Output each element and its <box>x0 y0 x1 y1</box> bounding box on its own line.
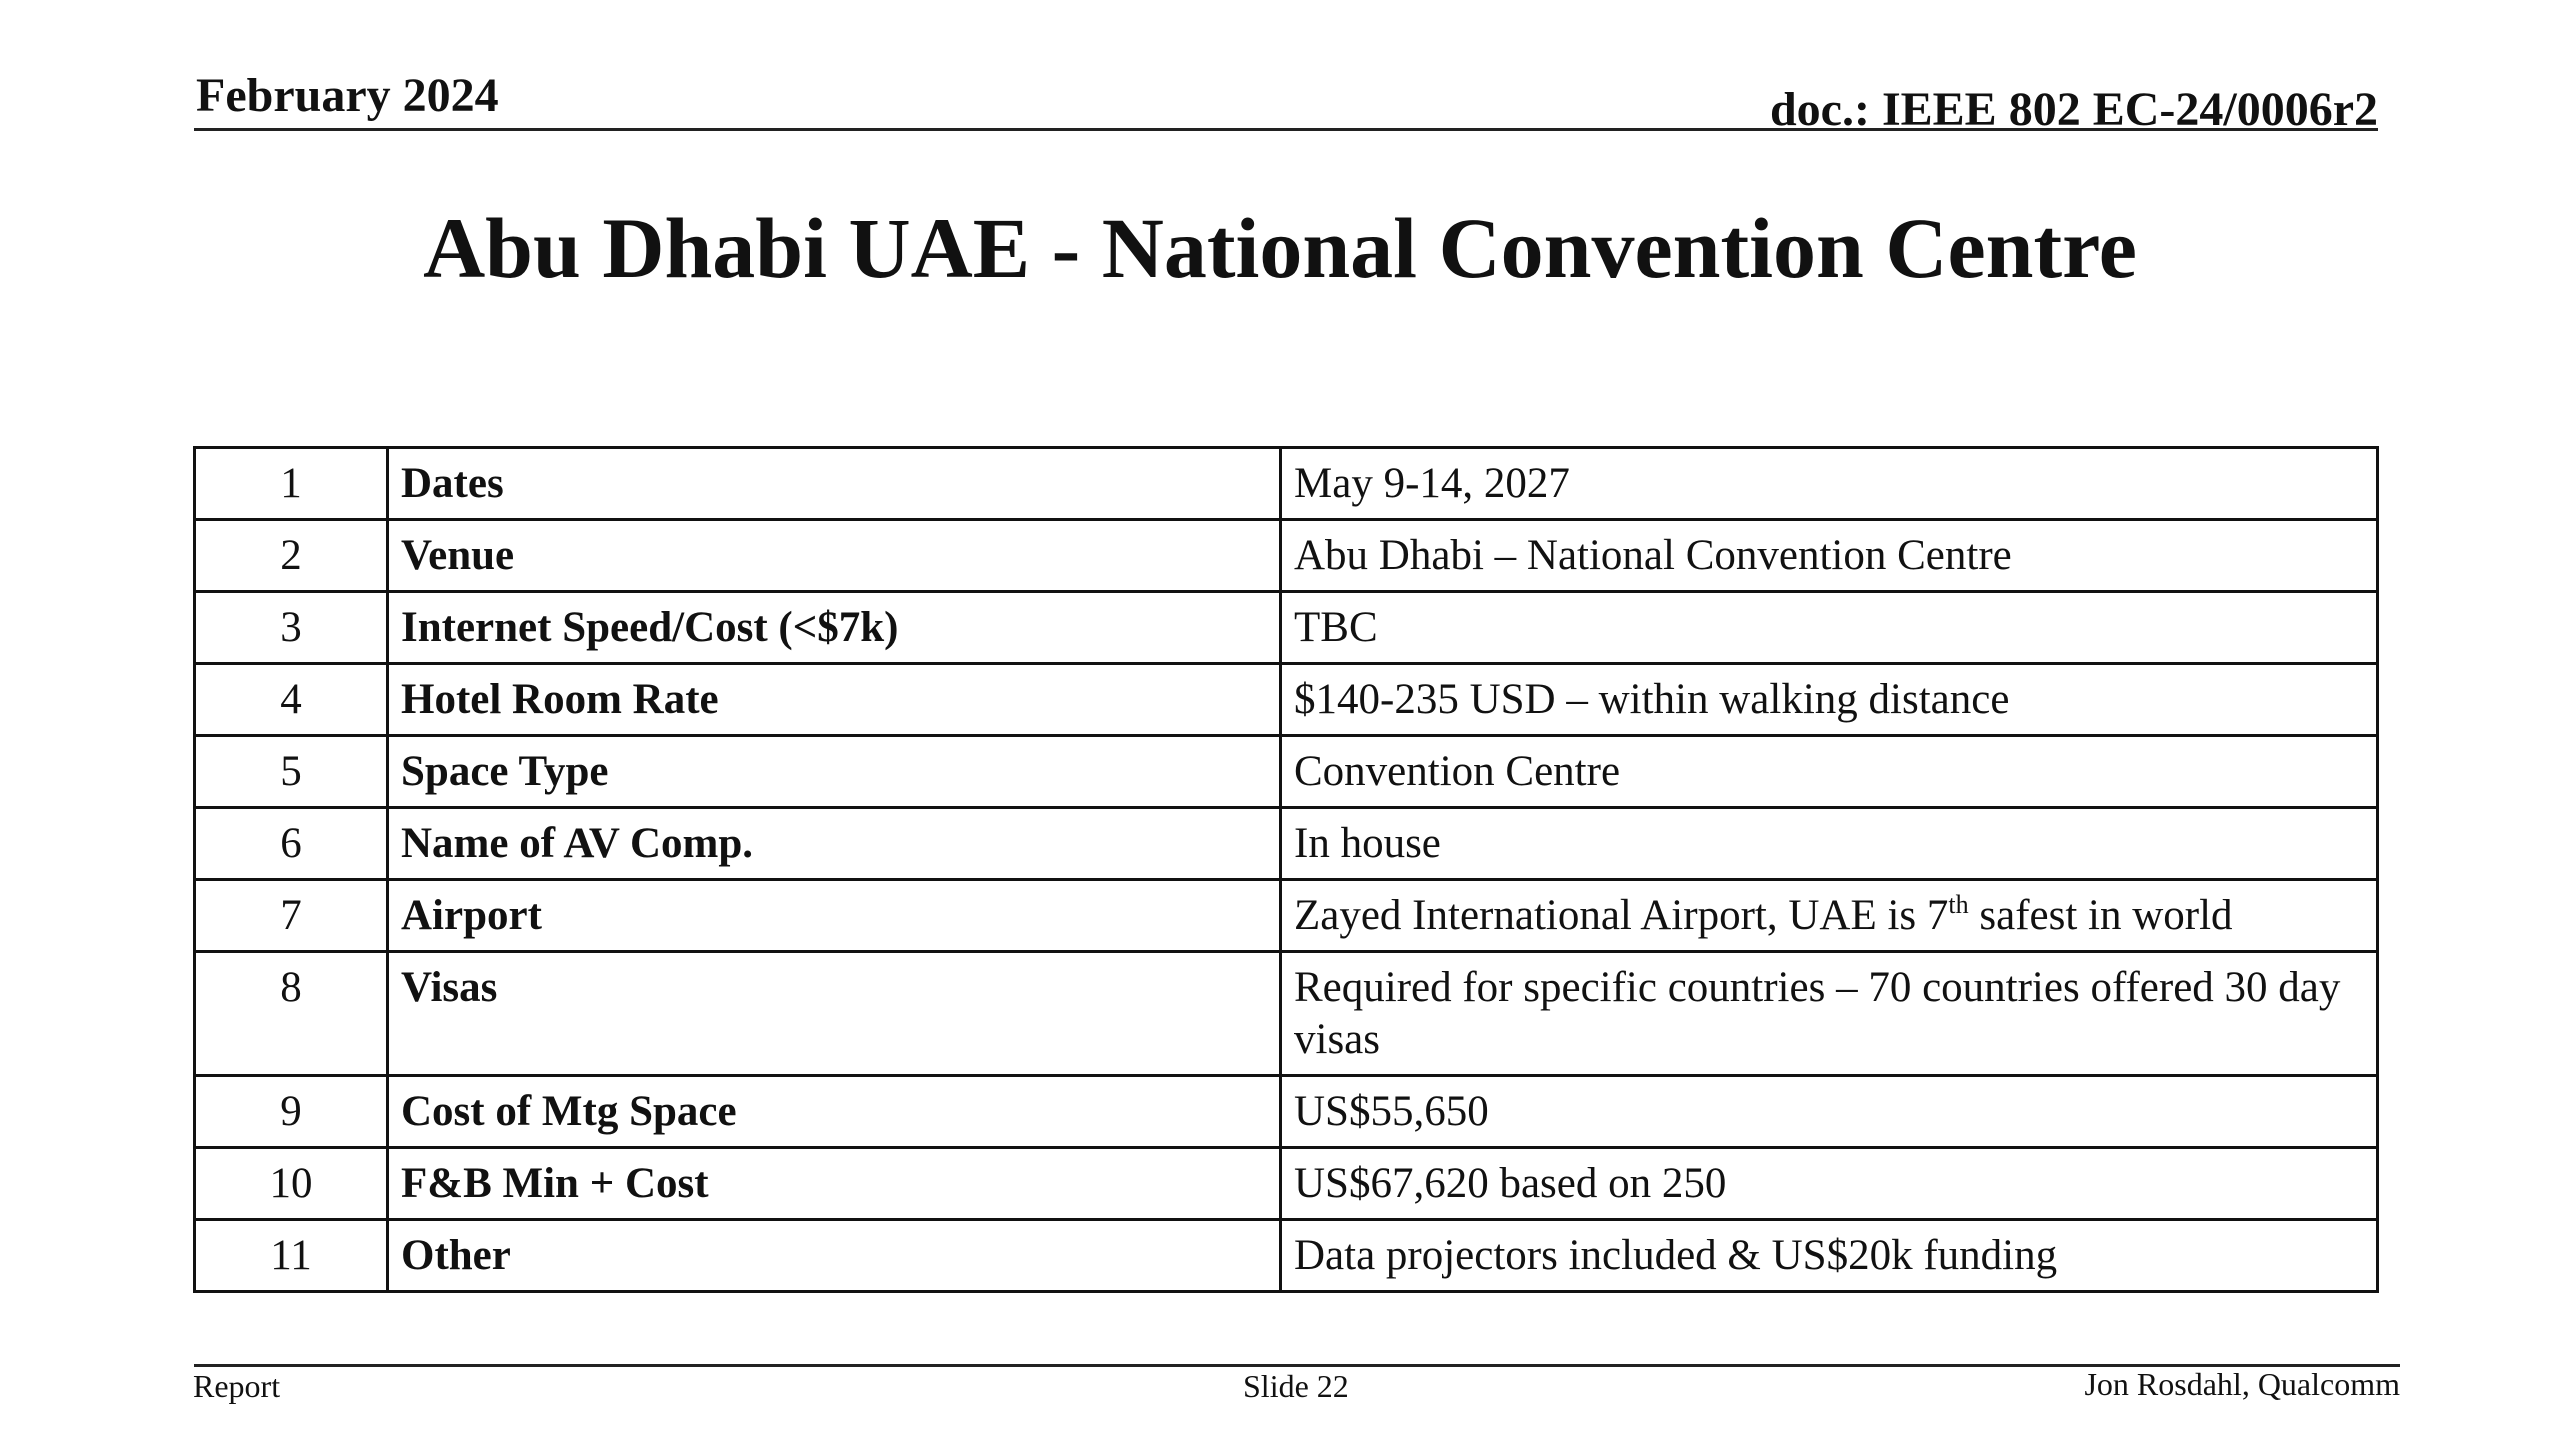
row-label: Dates <box>388 448 1281 520</box>
table-row <box>195 448 2378 520</box>
row-number: 2 <box>195 520 388 592</box>
ordinal-suffix: th <box>1948 890 1969 919</box>
row-label: Airport <box>388 880 1281 952</box>
row-value: $140-235 USD – within walking distance <box>1281 664 2378 736</box>
row-value: In house <box>1281 808 2378 880</box>
row-value: Data projectors included & US$20k funding <box>1281 1220 2378 1292</box>
row-label: F&B Min + Cost <box>388 1148 1281 1220</box>
row-value-text: Zayed International Airport, UAE is 7 <box>1294 892 1949 939</box>
slide-title: Abu Dhabi UAE - National Convention Centre <box>423 200 2137 296</box>
row-value: May 9-14, 2027 <box>1281 448 2378 520</box>
row-label: Internet Speed/Cost (<$7k) <box>388 592 1281 664</box>
row-value <box>1281 880 2378 952</box>
row-value: US$67,620 based on 250 <box>1281 1148 2378 1220</box>
row-label: Name of AV Comp. <box>388 808 1281 880</box>
row-number: 11 <box>195 1220 388 1292</box>
table-row <box>195 736 2378 808</box>
table-row <box>195 664 2378 736</box>
row-number: 9 <box>195 1076 388 1148</box>
row-number: 10 <box>195 1148 388 1220</box>
row-label: Visas <box>388 952 1281 1076</box>
row-label: Venue <box>388 520 1281 592</box>
table-row <box>195 1076 2378 1148</box>
table-row <box>195 1148 2378 1220</box>
row-number: 3 <box>195 592 388 664</box>
header-divider <box>194 128 2378 131</box>
row-value-text-end: safest in world <box>1968 892 2233 939</box>
footer-author: Jon Rosdahl, Qualcomm <box>2084 1366 2400 1402</box>
row-label: Space Type <box>388 736 1281 808</box>
row-label: Hotel Room Rate <box>388 664 1281 736</box>
row-value: Convention Centre <box>1281 736 2378 808</box>
header-date: February 2024 <box>196 69 499 122</box>
row-number: 7 <box>195 880 388 952</box>
table-row <box>195 880 2378 952</box>
row-label: Other <box>388 1220 1281 1292</box>
row-value: Required for specific countries – 70 countries offered 30 day visas <box>1281 952 2378 1076</box>
row-number: 4 <box>195 664 388 736</box>
row-value: US$55,650 <box>1281 1076 2378 1148</box>
venue-details-table <box>193 446 2379 1293</box>
document-id: doc.: IEEE 802 EC-24/0006r2 <box>1769 83 2378 136</box>
row-number: 8 <box>195 952 388 1076</box>
row-value: TBC <box>1281 592 2378 664</box>
table-row <box>195 520 2378 592</box>
table-row <box>195 952 2378 1076</box>
row-number: 5 <box>195 736 388 808</box>
row-value: Abu Dhabi – National Convention Centre <box>1281 520 2378 592</box>
row-number: 1 <box>195 448 388 520</box>
slide-number: Slide 22 <box>1243 1368 1349 1404</box>
table-row <box>195 592 2378 664</box>
table-row <box>195 808 2378 880</box>
table-row <box>195 1220 2378 1292</box>
footer-divider <box>194 1364 2400 1367</box>
row-label: Cost of Mtg Space <box>388 1076 1281 1148</box>
footer-report-label: Report <box>193 1368 281 1404</box>
row-number: 6 <box>195 808 388 880</box>
